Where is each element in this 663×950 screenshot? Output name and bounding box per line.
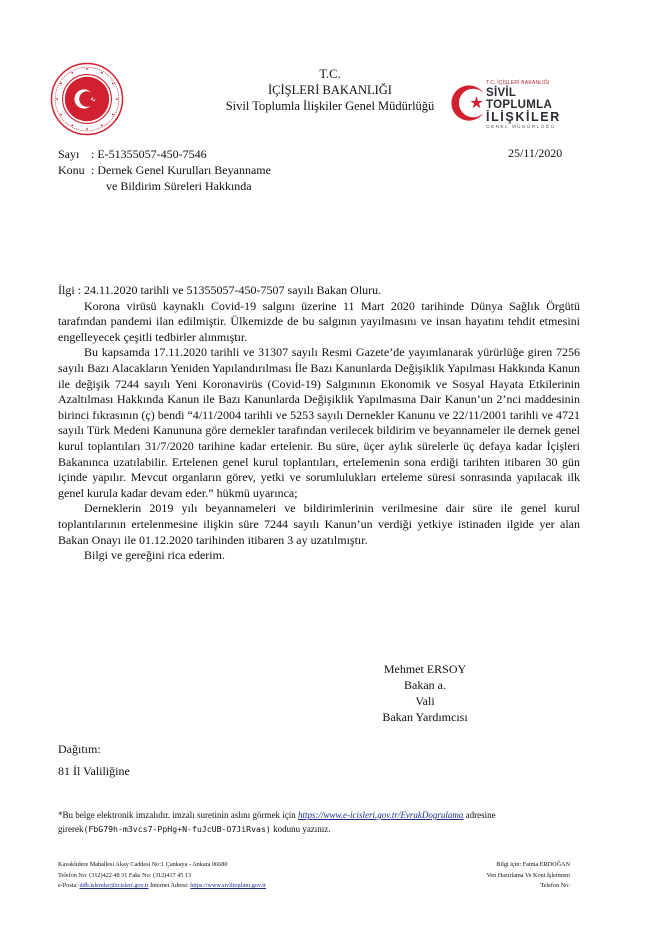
verification-link[interactable]: https://www.e-icisleri.gov.tr/EvrakDogrulama: [297, 810, 464, 820]
distribution-label: Dağıtım:: [58, 742, 101, 756]
paragraph-3: Derneklerin 2019 yılı beyannameleri ve bildirimlerinin verilmesine dair süre ile genel kurul toplantılarının ertelenmesine ilişkin süre 7244 sayılı Kanun’un verdiği yetkiye istinaden ilgide yer alan Bakan Onayı ile 01.12.2020 tarihinden itibaren 3 ay uzatılmıştır.: [58, 501, 580, 547]
note-text-2: adresine: [465, 810, 496, 820]
footer-web-link[interactable]: https://www.siviltoplum.gov.tr: [190, 882, 266, 889]
sayi-value: : E-51355057-450-7546: [91, 147, 207, 161]
header-country: T.C.: [319, 67, 341, 81]
ministry-seal-logo: [50, 62, 124, 136]
note-text-4: kodunu yazınız.: [273, 824, 331, 834]
signatory-name: Mehmet ERSOY: [383, 662, 467, 676]
footer-email-line: [58, 881, 388, 892]
paragraph-4: Bilgi ve gereğini rica ederim.: [84, 548, 225, 563]
ilgi-line: İlgi : 24.11.2020 tarihli ve 51355057-450-7507 sayılı Bakan Oluru.: [58, 283, 382, 297]
footer-info-phone: Telefon No:: [540, 882, 570, 889]
footer-phone: Telefon No: (312)422 48 31 Faks No: (312)417 45 13: [58, 871, 192, 879]
footer-web-label: İnternet Adresi:: [150, 882, 189, 889]
signatory-line-2: Bakan a.: [404, 678, 446, 692]
crescent-star-icon: [448, 82, 490, 124]
letter-body: [58, 283, 580, 564]
konu-label: Konu: [58, 163, 85, 177]
logo-line-1: SİVİL TOPLUMLA: [486, 87, 553, 111]
note-text-3: girerek: [58, 824, 84, 834]
paragraph-1: Korona virüsü kaynaklı Covid-19 salgını üzerine 11 Mart 2020 tarihinde Dünya Sağlık Örgütü tarafından pandemi ilan edilmiştir. Ülkemizde de bu salgının yayılmasını ve insan hayatını tehdit etmesini engelleyecek çeşitli tedbirler alınmıştır.: [58, 298, 580, 344]
footer-email-label: e-Posta:: [58, 882, 78, 889]
header-directorate: Sivil Toplumla İlişkiler Genel Müdürlüğü: [225, 99, 435, 113]
paragraph-2: Bu kapsamda 17.11.2020 tarihli ve 31307 sayılı Resmi Gazete’de yayımlanarak yürürlüğe giren 7256 sayılı Bazı Alacakların Yeniden Yapılandırılması İle Bazı Kanunlarda Değişiklik Yapılması Hakkında Kanun ile değişik 7244 sayılı Yeni Koronavirüs (Covid-19) Salgınının Ekonomik ve Sosyal Hayata Etkilerinin Azaltılması Hakkında Kanun ile Bazı Kanunlarda Değişiklik Yapılmasına Dair Kanun’un 2’nci maddesinin birinci fıkrasının (ç) bendi “4/11/2004 tarihli ve 5253 sayılı Dernekler Kanunu ve 22/11/2001 tarihli ve 4721 sayılı Türk Medeni Kanununa göre dernekler tarafından verilecek bildirim ve beyannameler ile dernek genel kurul toplantıları 31/7/2020 tarihine kadar ertelenir. Bu süre, üçer aylık sürelerle üç defaya kadar İçişleri Bakanınca uzatılabilir. Ertelenen genel kurul toplantıları, ertelemenin sona erdiği tarihten itibaren 30 gün içinde yapılır. Mevcut organların görev, yetki ve sorumlulukları erteleme süresi sonrasında yapılacak ilk genel kurula kadar devam eder.” hükmü uyarınca;: [58, 345, 580, 500]
logo-line-2: İLİŞKİLER: [486, 110, 561, 124]
seal-icon: [50, 62, 124, 136]
distribution-item: 81 İl Valiliğine: [58, 764, 130, 778]
footer-info: [430, 860, 570, 892]
header-ministry: İÇİŞLERİ BAKANLIĞI: [268, 83, 392, 97]
logo-small-text: T.C. İÇİŞLERİ BAKANLIĞI: [486, 80, 550, 86]
footer-email-link[interactable]: ddb.islemler@icisleri.gov.tr: [79, 882, 149, 889]
sayi-label: Sayı: [58, 147, 80, 161]
konu-value-2: ve Bildirim Süreleri Hakkında: [106, 179, 252, 193]
signatory-title: Bakan Yardımcısı: [382, 710, 468, 724]
footer-info-contact: Bilgi için: Fatma ERDOĞAN: [496, 861, 570, 868]
footer-contact: [58, 860, 388, 892]
verification-code: (FbG79h-m3vcs7-PpHg+N-fuJcUB-O7JiRvas): [83, 824, 271, 834]
footer-address: Kavaklıdere Mahallesi Akay Caddesi No:1 Çankaya - Ankara 06680: [58, 861, 228, 868]
directorate-logo: [448, 78, 584, 129]
footer-info-role: Ven Hazırlama Ve Kont.İşletmeni: [486, 871, 570, 879]
document-date: 25/11/2020: [508, 146, 563, 160]
e-signature-note: [58, 808, 578, 836]
signatory-line-3: Vali: [415, 694, 435, 708]
konu-value-1: : Dernek Genel Kurulları Beyanname: [91, 163, 271, 177]
note-text-1: *Bu belge elektronik imzalıdır. imzalı suretinin aslını görmek için: [58, 810, 296, 820]
logo-sub-text: GENEL MÜDÜRLÜĞÜ: [486, 124, 556, 129]
